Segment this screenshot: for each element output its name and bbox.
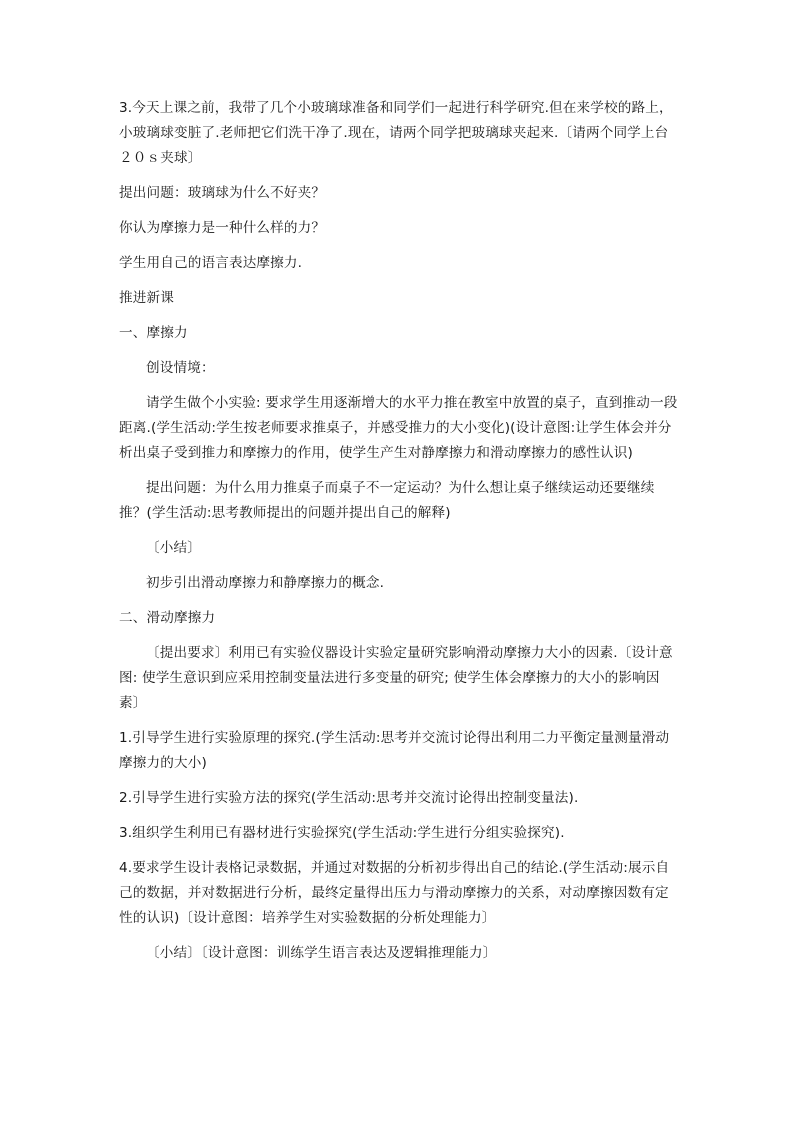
paragraph-student-expression: 学生用自己的语言表达摩擦力. [119, 255, 303, 271]
section-heading-new-lesson: 推进新课 [119, 290, 174, 306]
list-item-4: 4.要求学生设计表格记录数据，并通过对数据的分析初步得出自己的结论.(学生活动:展示自己的数据，并对数据进行分析，最终定量得出压力与滑动摩擦力的关系，对动摩擦因数有定性的认识)〔设计意图：培养学生对实验数据的分析处理能力〕 [119, 860, 670, 926]
paragraph-question-2: 你认为摩擦力是一种什么样的力？ [119, 220, 326, 236]
paragraph-question-1: 提出问题：玻璃球为什么不好夹？ [119, 185, 326, 201]
section-heading-friction: 一、摩擦力 [119, 325, 188, 341]
paragraph-scenario: 创设情境： [146, 360, 215, 376]
paragraph-concept: 初步引出滑动摩擦力和静摩擦力的概念. [146, 575, 385, 591]
paragraph-summary-1: 〔小结〕 [146, 540, 201, 556]
paragraph-question-3: 提出问题：为什么用力推桌子而桌子不一定运动？为什么想让桌子继续运动还要继续推？(学生活动:思考教师提出的问题并提出自己的解释) [119, 480, 655, 521]
list-item-2: 2.引导学生进行实验方法的探究(学生活动:思考并交流讨论得出控制变量法). [119, 790, 579, 806]
list-item-1: 1.引导学生进行实验原理的探究.(学生活动:思考并交流讨论得出利用二力平衡定量测量滑动摩擦力的大小) [119, 730, 670, 771]
section-heading-sliding-friction: 二、滑动摩擦力 [119, 610, 216, 626]
list-item-3: 3.组织学生利用已有器材进行实验探究(学生活动:学生进行分组实验探究). [119, 825, 565, 841]
paragraph-experiment: 请学生做个小实验: 要求学生用逐渐增大的水平力推在教室中放置的桌子，直到推动一段距离.(学生活动:学生按老师要求推桌子，并感受推力的大小变化)(设计意图:让学生体会并分析出桌子受到推力和摩擦力的作用，使学生产生对静摩擦力和滑动摩擦力的感性认识) [119, 395, 678, 461]
paragraph-intro: 3.今天上课之前，我带了几个小玻璃球准备和同学们一起进行科学研究.但在来学校的路上，小玻璃球变脏了.老师把它们洗干净了.现在，请两个同学把玻璃球夹起来.〔请两个同学上台２０ｓ夹球〕 [119, 100, 673, 166]
paragraph-requirement: 〔提出要求〕利用已有实验仪器设计实验定量研究影响滑动摩擦力大小的因素.〔设计意图: 使学生意识到应采用控制变量法进行多变量的研究; 使学生体会摩擦力的大小的影响因素〕 [119, 645, 673, 711]
document-body [119, 96, 679, 976]
paragraph-summary-2: 〔小结〕〔设计意图：训练学生语言表达及逻辑推理能力〕 [146, 945, 497, 961]
